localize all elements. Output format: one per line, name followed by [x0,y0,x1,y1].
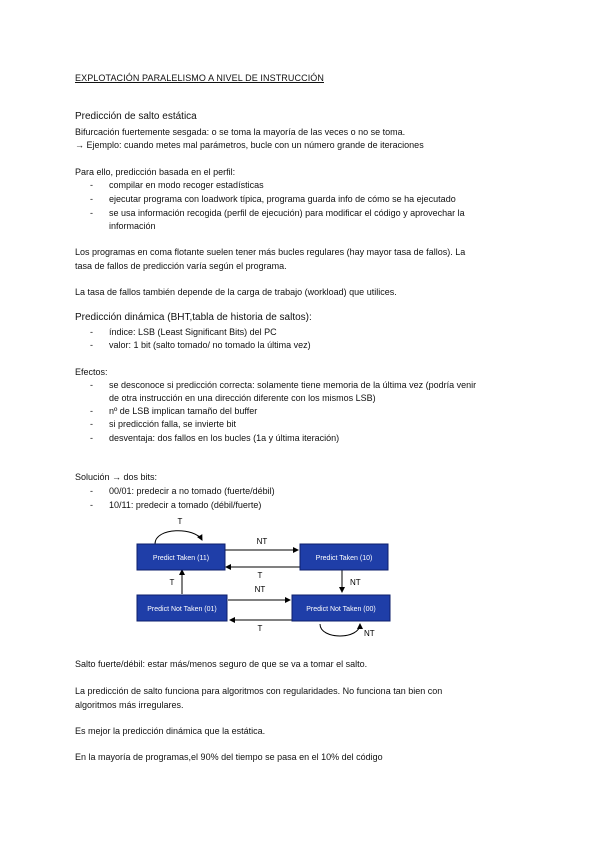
state-label-10: Predict Taken (10) [315,555,373,562]
list-item-text: si predicción falla, se invierte bit [109,419,237,429]
bullet-dash: - [90,194,93,204]
list-item-text: 00/01: predecir a no tomado (fuerte/débil) [109,486,275,496]
ninety-ten-paragraph: En la mayoría de programas,el 90% del tiempo se pasa en el 10% del código [75,752,383,762]
list-item-text: nº de LSB implican tamaño del buffer [109,406,258,416]
dynamic-prediction-heading: Predicción dinámica (BHT,tabla de historia de saltos): [75,312,312,323]
list-item-text: se desconoce si predicción correcta: solamente tiene memoria de la última vez (podría venir [109,380,477,390]
page-title: EXPLOTACIÓN PARALELISMO A NIVEL DE INSTRUCCIÓN [75,73,324,83]
list-item-text: compilar en modo recoger estadísticas [109,180,264,190]
list-item-text: información [109,221,156,231]
effects-heading: Efectos: [75,367,108,377]
static-line-2: → Ejemplo: cuando metes mal parámetros, bucle con un número grande de iteraciones [75,140,424,150]
bullet-dash: - [90,500,93,510]
profile-intro: Para ello, predicción basada en el perfil: [75,167,236,177]
float-line-1: Los programas en coma flotante suelen tener más bucles regulares (hay mayor tasa de fallos). La [75,247,466,257]
bullet-dash: - [90,327,93,337]
dynamic-better-paragraph: Es mejor la predicción dinámica que la estática. [75,726,266,736]
list-item-text: de otra instrucción en una dirección diferente con los mismos LSB) [109,393,376,403]
list-item-text: índice: LSB (Least Significant Bits) del PC [109,327,277,337]
solution-heading: Solución → dos bits: [75,472,158,482]
bullet-dash: - [90,208,93,218]
list-item-text: desventaja: dos fallos en los bucles (1a y última iteración) [109,433,340,443]
regularity-line-1: La predicción de salto funciona para algoritmos con regularidades. No funciona tan bien con [75,686,443,696]
label-t-01-11: T [169,578,175,587]
bullet-dash: - [90,180,93,190]
self-loop-arrow-00 [320,624,360,636]
state-label-11: Predict Taken (11) [152,555,210,562]
float-line-2: tasa de fallos de predicción varía según el programa. [75,261,287,271]
label-nt-10-00: NT [350,578,361,587]
label-t-self-11: T [177,517,183,526]
static-line-1: Bifurcación fuertemente sesgada: o se toma la mayoría de las veces o no se toma. [75,127,406,137]
label-nt-01-00: NT [254,585,266,594]
workload-paragraph: La tasa de fallos también depende de la carga de trabajo (workload) que utilices. [75,287,397,297]
label-nt-self-00: NT [364,629,375,638]
list-item-text: valor: 1 bit (salto tomado/ no tomado la última vez) [109,340,311,350]
list-item-text: ejecutar programa con loadwork típica, programa guarda info de cómo se ha ejecutado [109,194,456,204]
state-label-01: Predict Not Taken (01) [147,606,217,613]
two-bit-predictor-diagram [120,512,420,642]
label-t-00-01: T [257,624,263,633]
list-item-text: 10/11: predecir a tomado (débil/fuerte) [109,500,262,510]
label-t-10-11: T [257,571,263,580]
strong-weak-paragraph: Salto fuerte/débil: estar más/menos seguro de que se va a tomar el salto. [75,659,368,669]
self-loop-arrow-11 [155,531,202,544]
regularity-line-2: algoritmos más irregulares. [75,700,184,710]
state-label-00: Predict Not Taken (00) [306,606,376,613]
bullet-dash: - [90,433,93,443]
list-item-text: se usa información recogida (perfil de ejecución) para modificar el código y aprovechar la [109,208,465,218]
bullet-dash: - [90,486,93,496]
bullet-dash: - [90,380,93,390]
bullet-dash: - [90,419,93,429]
label-nt-11-10: NT [256,537,268,546]
bullet-dash: - [90,406,93,416]
bullet-dash: - [90,340,93,350]
static-prediction-heading: Predicción de salto estática [75,111,197,122]
